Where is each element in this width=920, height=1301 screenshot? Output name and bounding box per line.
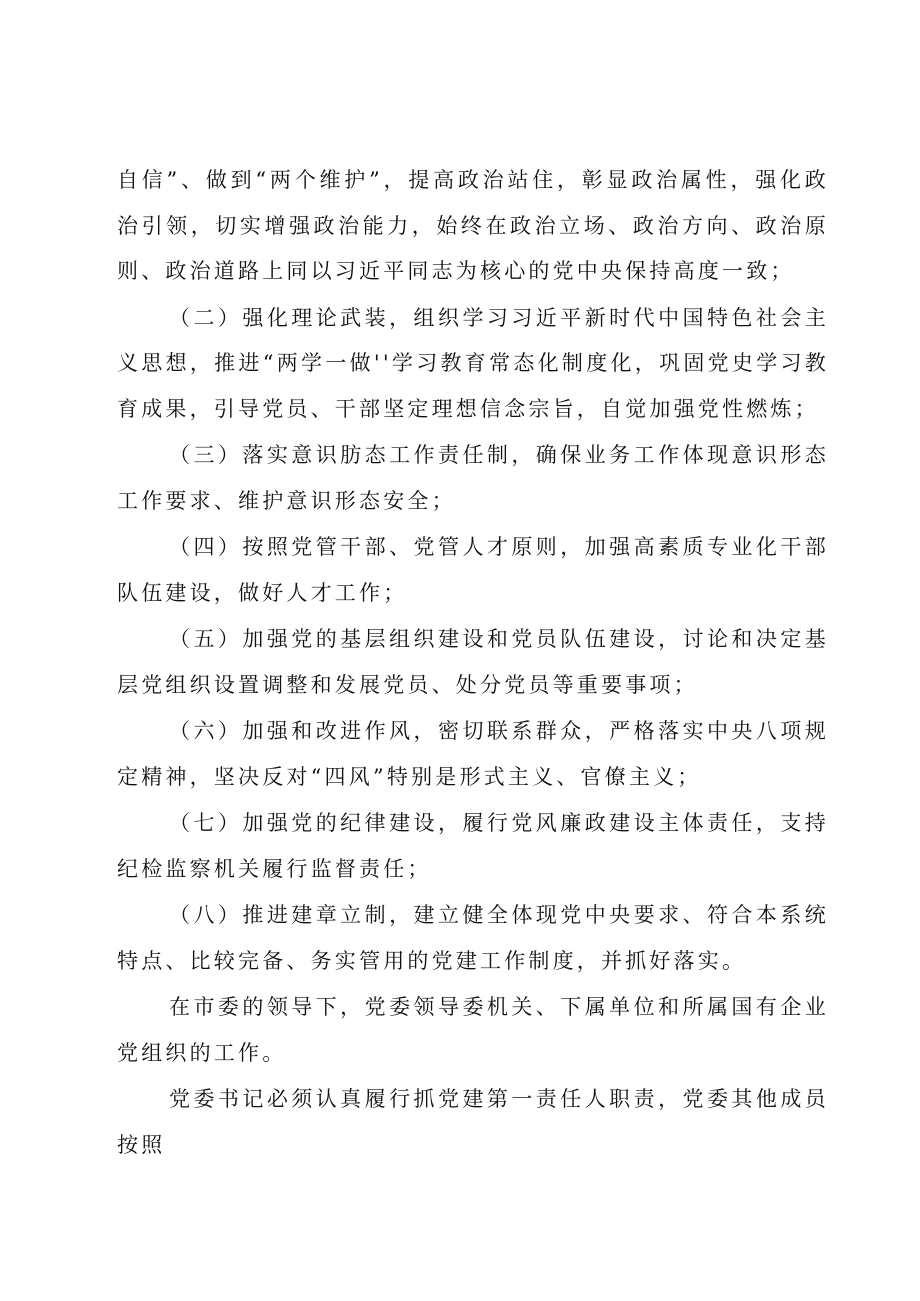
paragraph-item-7: （七）加强党的纪律建设，履行党风廉政建设主体责任，支持纪检监察机关履行监督责任；	[117, 811, 829, 881]
paragraph-continuation: 自信”、做到“两个维护”，提高政治站住，彰显政治属性，强化政治引领，切实增强政治能力，始终在政治立场、政治方向、政治原则、政治道路上同以习近平同志为核心的党中央保持高度一致；	[117, 168, 829, 283]
paragraph-item-4: （四）按照党管干部、党管人才原则，加强高素质专业化干部队伍建设，做好人才工作；	[117, 535, 829, 605]
paragraph-secretary-duty: 党委书记必须认真履行抓党建第一责任人职责，党委其他成员按照	[117, 1087, 829, 1157]
paragraph-item-5: （五）加强党的基层组织建设和党员队伍建设，讨论和决定基层党组织设置调整和发展党员、处分党员等重要事项；	[117, 627, 829, 697]
paragraph-item-2: （二）强化理论武装，组织学习习近平新时代中国特色社会主义思想，推进“两学一做''学习教育常态化制度化，巩固党史学习教育成果，引导党员、干部坚定理想信念宗旨，自觉加强党性燃炼；	[117, 305, 829, 421]
paragraph-item-6: （六）加强和改进作风，密切联系群众，严格落实中央八项规定精神，坚决反对“四风”特别是形式主义、官僚主义；	[117, 719, 829, 789]
paragraph-leadership: 在市委的领导下，党委领导委机关、下属单位和所属国有企业党组织的工作。	[117, 995, 829, 1065]
paragraph-item-3: （三）落实意识肪态工作责任制，确保业务工作体现意识形态工作要求、维护意识形态安全；	[117, 443, 829, 513]
paragraph-item-8: （八）推进建章立制，建立健全体现党中央要求、符合本系统特点、比较完备、务实管用的党建工作制度，并抓好落实。	[117, 903, 829, 973]
document-body	[117, 158, 829, 1168]
